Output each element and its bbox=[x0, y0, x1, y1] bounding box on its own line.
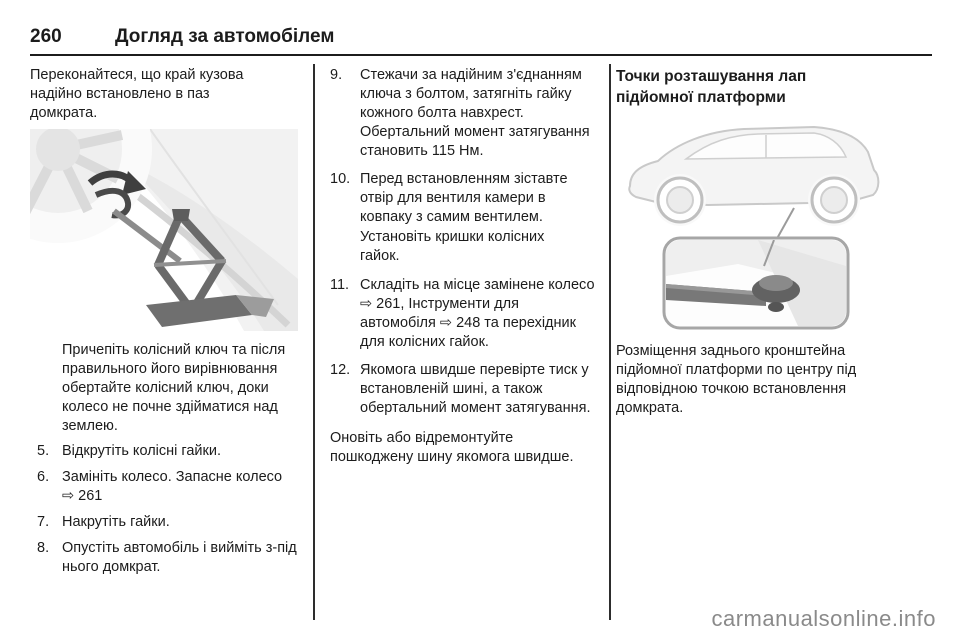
step-text: Перед встановленням зіставте отвір для вентиля камери в ковпаку з самим вентилем. bbox=[360, 171, 568, 225]
step-number: 5. bbox=[37, 443, 50, 459]
step-text: Опустіть автомобіль і вийміть з-під нього домкрат. bbox=[62, 540, 297, 575]
column-divider bbox=[313, 64, 315, 620]
right-column bbox=[616, 66, 908, 424]
step-number: 8. bbox=[37, 540, 50, 556]
step-text: Накрутіть гайки. bbox=[62, 514, 170, 530]
step-text: Складіть на місце замінене колесо ⇨ 261, Інструменти для автомобіля ⇨ 248 та перехідник для колісних гайок. bbox=[360, 277, 595, 350]
step-item bbox=[30, 442, 300, 461]
continuation-paragraph: Причепіть колісний ключ та після правильного його вирівнювання обертайте колісний ключ, доки колесо не почне здійматися над землею. bbox=[62, 342, 286, 434]
caption-paragraph: Розміщення заднього кронштейна підйомної платформи по центру під відповідною точкою встановлення домкрата. bbox=[616, 343, 857, 416]
step-number: 12. bbox=[330, 362, 351, 378]
step-number: 7. bbox=[37, 514, 50, 530]
closing-paragraph: Оновіть або відремонтуйте пошкоджену шину якомога швидше. bbox=[330, 430, 574, 465]
step-text: Замініть колесо. Запасне колесо ⇨ 261 bbox=[62, 469, 283, 504]
step-item bbox=[330, 170, 602, 227]
step-item bbox=[330, 276, 602, 352]
intro-paragraph: Переконайтеся, що край кузова надійно встановлено в паз домкрата. bbox=[30, 67, 244, 121]
site-watermark: carmanualsonline.info bbox=[711, 606, 936, 631]
step-number: 9. bbox=[330, 67, 343, 83]
column-divider bbox=[609, 64, 611, 620]
step-item bbox=[330, 361, 602, 418]
step-text: Стежачи за надійним з'єднанням ключа з болтом, затягніть гайку кожного болта навхрест. Обертальний момент затягування становить 115 Нм. bbox=[360, 67, 590, 159]
page-title: Догляд за автомобілем bbox=[115, 26, 335, 47]
step-extra-paragraph: Установіть кришки колісних гайок. bbox=[360, 229, 545, 264]
step-number: 10. bbox=[330, 171, 351, 187]
jack-under-sill-image bbox=[30, 129, 298, 331]
left-column bbox=[30, 66, 300, 584]
middle-column bbox=[330, 66, 602, 473]
step-text: Якомога швидше перевірте тиск у встановленій шині, а також обертальний момент затягування. bbox=[360, 362, 591, 416]
step-number: 11. bbox=[330, 277, 350, 293]
lifting-platform-image bbox=[616, 114, 906, 332]
header-rule bbox=[30, 54, 932, 56]
section-heading: Точки розташування лап підйомної платформи bbox=[616, 68, 807, 106]
step-item bbox=[30, 468, 300, 506]
page-number: 260 bbox=[30, 26, 62, 47]
step-text: Відкрутіть колісні гайки. bbox=[62, 443, 221, 459]
platform-arm-inset-graphic bbox=[664, 238, 848, 328]
step-item bbox=[30, 539, 300, 577]
step-item bbox=[330, 66, 602, 161]
step-item bbox=[30, 513, 300, 532]
step-number: 6. bbox=[37, 469, 50, 485]
